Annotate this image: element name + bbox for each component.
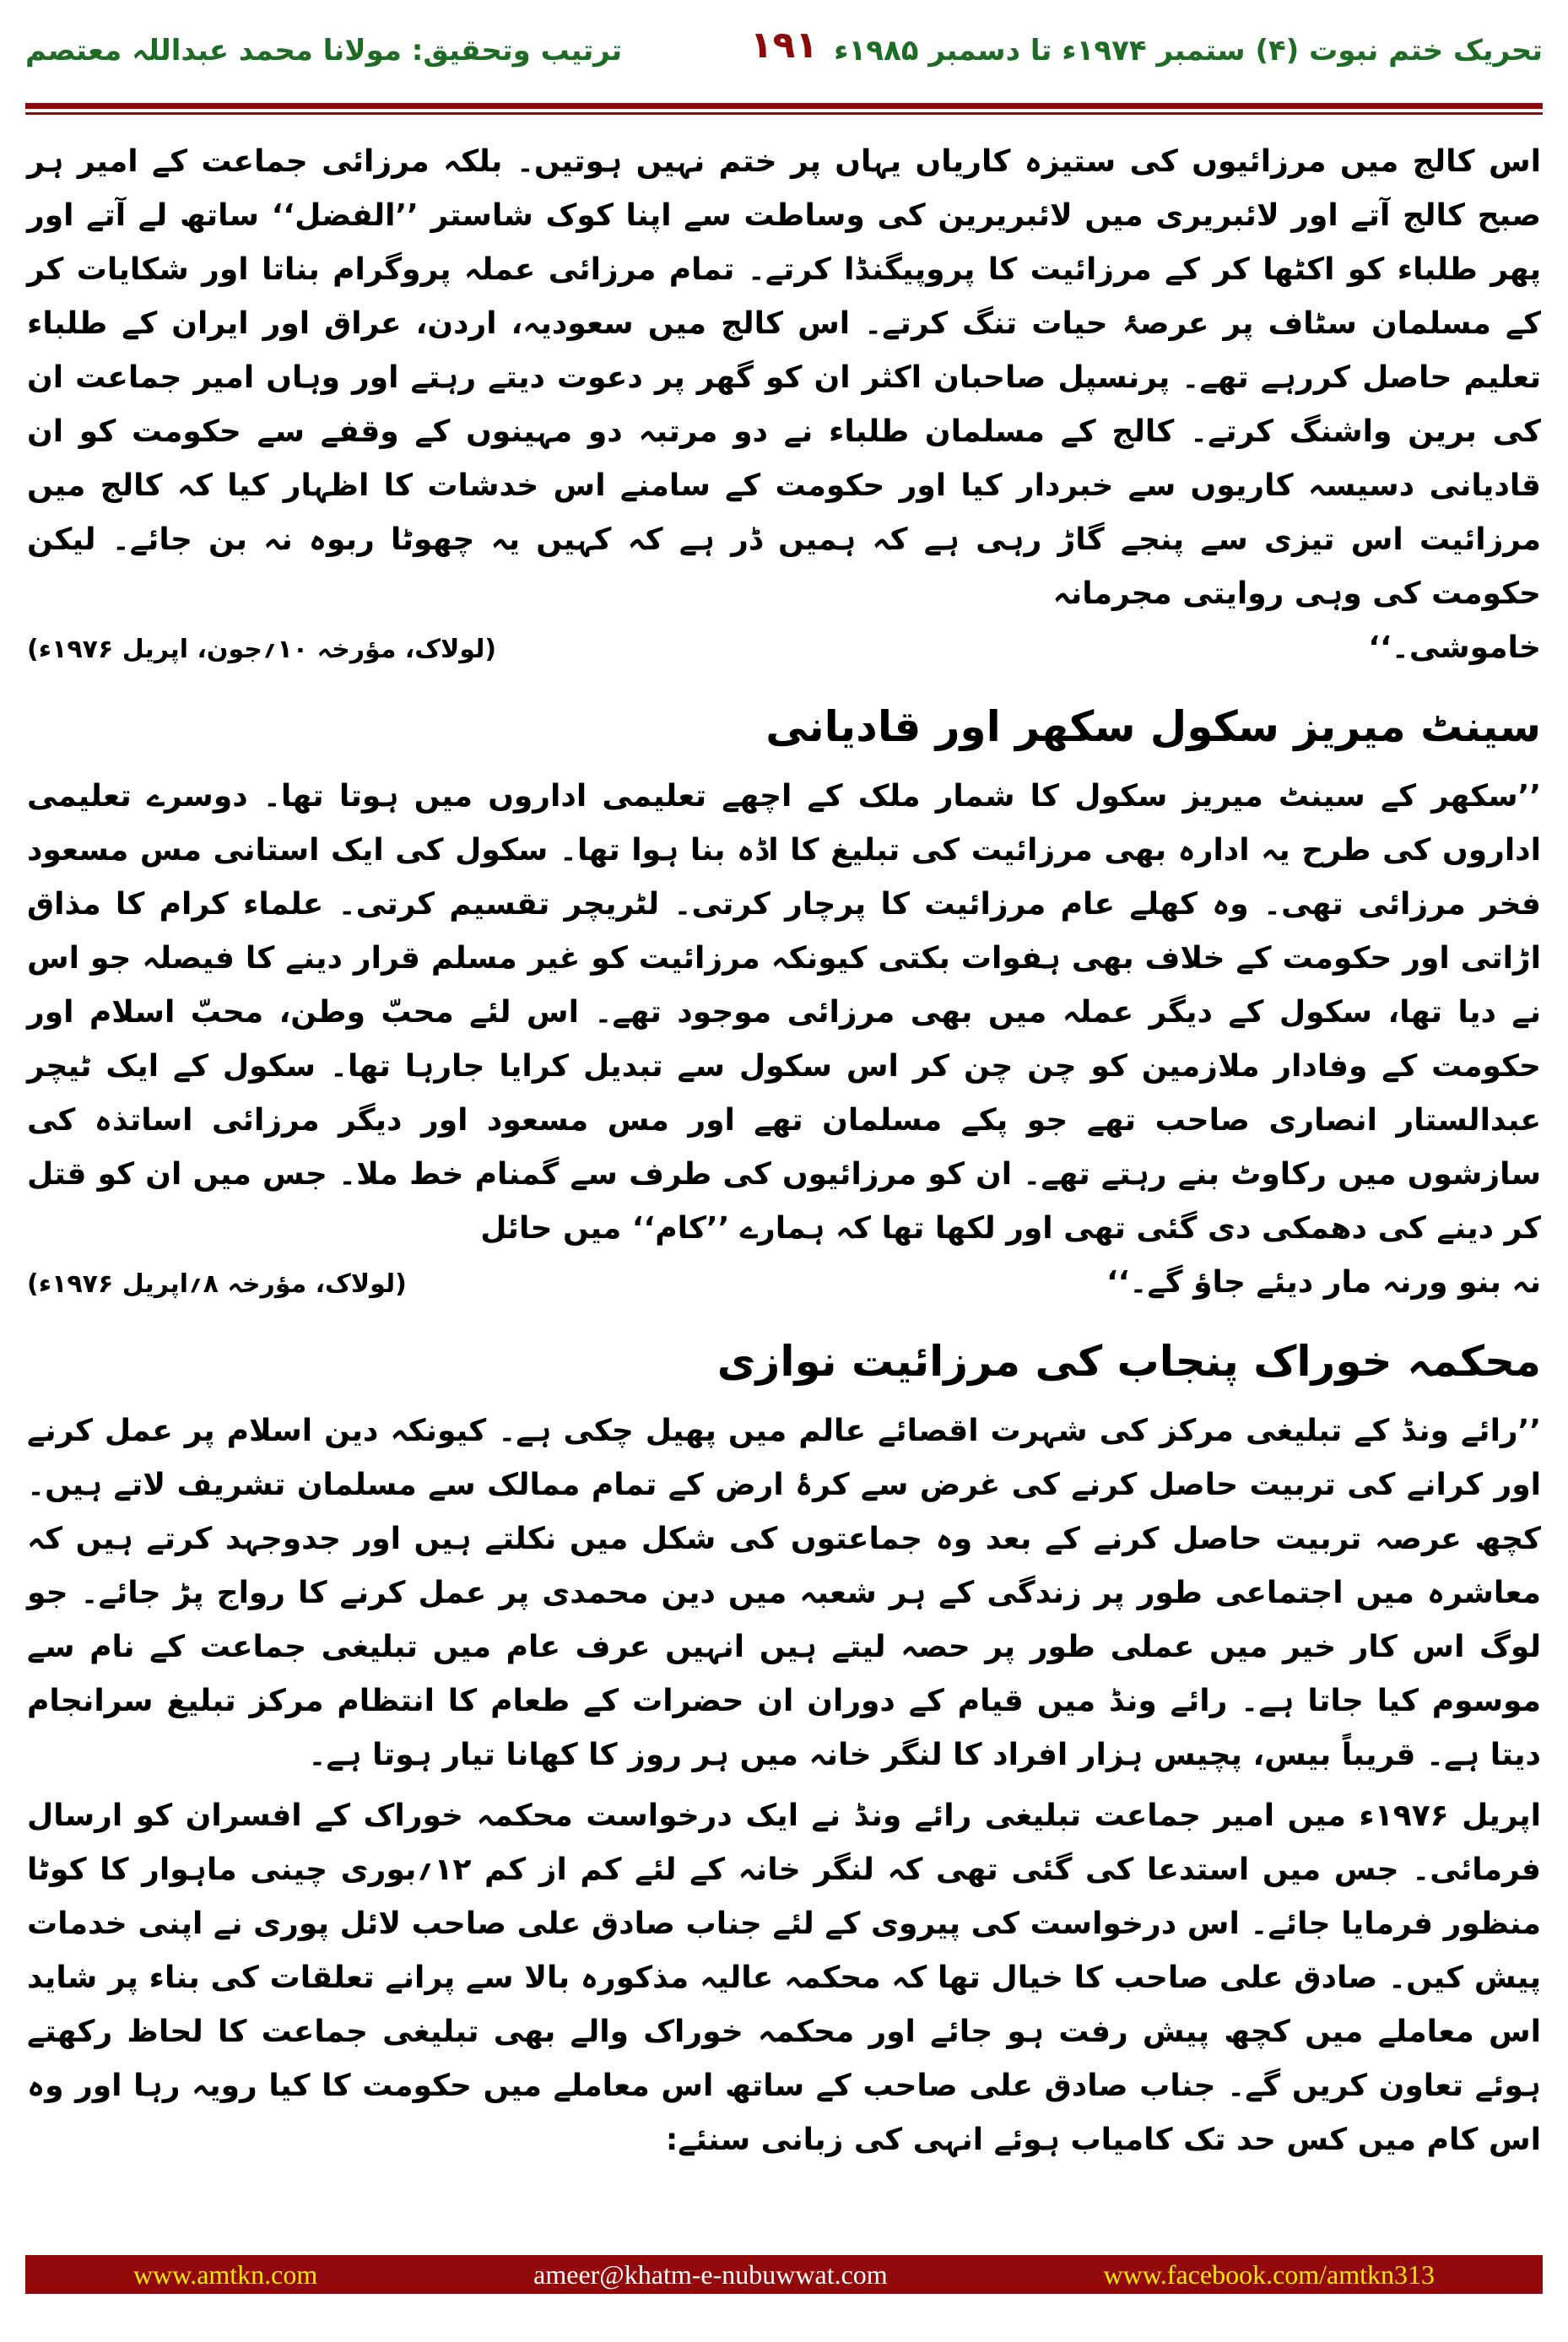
paragraph-end: نہ بنو ورنہ مار دیئے جاؤ گے۔‘‘ — [1106, 1265, 1541, 1300]
compiler-credit: ترتیب وتحقیق: مولانا محمد عبداللہ معتصم — [25, 34, 623, 68]
paragraph-2 — [27, 770, 1541, 1312]
page-content — [0, 127, 1568, 2255]
page-header — [0, 0, 1568, 127]
paragraph-end: خاموشی۔‘‘ — [1368, 630, 1541, 665]
page-number: ۱۹۱ — [749, 24, 819, 67]
paragraph-1 — [27, 135, 1541, 677]
website-link[interactable]: www.amtkn.com — [132, 2258, 318, 2290]
paragraph-4 — [27, 1789, 1541, 2167]
book-title: تحریک ختم نبوت (۴) ستمبر ۱۹۷۴ء تا دسمبر ۱۹۸۵ء — [834, 34, 1543, 68]
paragraph-text: ’’سکھر کے سینٹ میریز سکول کا شمار ملک کے اچھے تعلیمی اداروں میں ہوتا تھا۔ دوسرے تعلیمی اداروں کی طرح یہ ادارہ بھی مرزائیت کی تبلیغ کا اڈہ بنا ہوا تھا۔ سکول کی ایک استانی مس مسعود فخر مرزائی تھی۔ وہ کھلے عام مرزائیت کا پرچار کرتی۔ لٹریچر تقسیم کرتی۔ علماء کرام کا مذاق اڑاتی اور حکومت کے خلاف بھی ہفوات بکتی کیونکہ مرزائیت کو غیر مسلم قرار دینے کا فیصلہ جو اس نے دیا تھا، سکول کے دیگر عملہ میں بھی مرزائی موجود تھے۔ اس لئے محبّ وطن، محبّ اسلام اور حکومت کے وفادار ملازمین کو چن چن کر اس سکول سے تبدیل کرایا جارہا تھا۔ سکول کے ایک ٹیچر عبدالستار انصاری صاحب تھے جو پکے مسلمان تھے اور مس مسعود اور دیگر مرزائی اساتذہ کی سازشوں میں رکاوٹ بنے رہتے تھے۔ ان کو مرزائیوں کی طرف سے گمنام خط ملا۔ جس میں ان کو قتل کر دینے کی دھمکی دی گئی تھی اور لکھا تھا کہ ہمارے ’’کام‘‘ میں حائل — [27, 779, 1541, 1246]
section-heading: محکمہ خوراک پنجاب کی مرزائیت نوازی — [716, 1337, 1541, 1386]
citation: (لولاک، مؤرخہ ۱۰؍جون، اپریل ۱۹۷۶ء) — [27, 635, 497, 664]
citation: (لولاک، مؤرخہ ۸؍اپریل ۱۹۷۶ء) — [27, 1269, 407, 1299]
footer-bar — [25, 2255, 1543, 2294]
paragraph-text: اپریل ۱۹۷۶ء میں امیر جماعت تبلیغی رائے ونڈ نے ایک درخواست محکمہ خوراک کے افسران کو ارسال فرمائی۔ جس میں استدعا کی گئی تھی کہ لنگر خانہ کے لئے کم از کم ۱۲؍بوری چینی ماہوار کا کوٹا منظور فرمایا جائے۔ اس درخواست کی پیروی کے لئے جناب صادق علی صاحب لائل پوری نے اپنی خدمات پیش کیں۔ صادق علی صاحب کا خیال تھا کہ محکمہ عالیہ مذکورہ بالا سے پرانے تعلقات کی بناء پر شاید اس معاملے میں کچھ پیش رفت ہو جائے اور محکمہ خوراک والے بھی تبلیغی جماعت کا لحاظ رکھتے ہوئے تعاون کریں گے۔ جناب صادق علی صاحب کے ساتھ اس معاملے میں حکومت کا کیا رویہ رہا اور وہ اس کام میں کس حد تک کامیاب ہوئے انہی کی زبانی سنئے: — [27, 1798, 1542, 2157]
section-heading: سینٹ میریز سکول سکھر اور قادیانی — [765, 702, 1541, 751]
header-rule — [25, 103, 1543, 109]
paragraph-3 — [27, 1404, 1541, 1782]
paragraph-end-row — [27, 1256, 1541, 1312]
header-rule-thin — [25, 112, 1543, 115]
email-link[interactable]: ameer@khatm-e-nubuwwat.com — [533, 2258, 888, 2290]
facebook-link[interactable]: www.facebook.com/amtkn313 — [1103, 2258, 1436, 2290]
paragraph-text: اس کالج میں مرزائیوں کی ستیزہ کاریاں یہاں پر ختم نہیں ہوتیں۔ بلکہ مرزائی جماعت کے امیر ہر صبح کالج آتے اور لائبریری میں لائبریرین کی وساطت سے اپنا کوک شاستر ’’الفضل‘‘ ساتھ لے آتے اور پھر طلباء کو اکٹھا کر کے مرزائیت کا پروپیگنڈا کرتے۔ تمام مرزائی عملہ پروگرام بناتا اور شکایات کر کے مسلمان سٹاف پر عرصۂ حیات تنگ کرتے۔ اس کالج میں سعودیہ، اردن، عراق اور ایران کے طلباء تعلیم حاصل کررہے تھے۔ پرنسپل صاحبان اکثر ان کو گھر پر دعوت دیتے رہتے اور وہاں امیر جماعت ان کی برین واشنگ کرتے۔ کالج کے مسلمان طلباء نے دو مرتبہ دو مہینوں کے وقفے سے حکومت کو ان قادیانی دسیسہ کاریوں سے خبردار کیا اور حکومت کے سامنے اس خدشات کا اظہار کیا کہ کالج میں مرزائیت اس تیزی سے پنجے گاڑ رہی ہے کہ ہمیں ڈر ہے کہ کہیں یہ چھوٹا ربوہ نہ بن جائے۔ لیکن حکومت کی وہی روایتی مجرمانہ — [27, 144, 1541, 611]
paragraph-end-row — [27, 621, 1541, 677]
paragraph-text: ’’رائے ونڈ کے تبلیغی مرکز کی شہرت اقصائے عالم میں پھیل چکی ہے۔ کیونکہ دین اسلام پر عمل کرنے اور کرانے کی تربیت حاصل کرنے کی غرض سے کرۂ ارض کے تمام ممالک سے مسلمان تشریف لاتے ہیں۔ کچھ عرصہ تربیت حاصل کرنے کے بعد وہ جماعتوں کی شکل میں نکلتے ہیں اور جدوجہد کرتے ہیں کہ معاشرہ میں اجتماعی طور پر زندگی کے ہر شعبہ میں دین محمدی پر عمل کرنے کا رواج پڑ جائے۔ جو لوگ اس کار خیر میں عملی طور پر حصہ لیتے ہیں انہیں عرف عام میں تبلیغی جماعت کے نام سے موسوم کیا جاتا ہے۔ رائے ونڈ میں قیام کے دوران ان حضرات کے طعام کا انتظام مرکز تبلیغ سرانجام دیتا ہے۔ قریباً بیس، پچیس ہزار افراد کا لنگر خانہ میں ہر روز کا کھانا تیار ہوتا ہے۔ — [27, 1414, 1541, 1772]
